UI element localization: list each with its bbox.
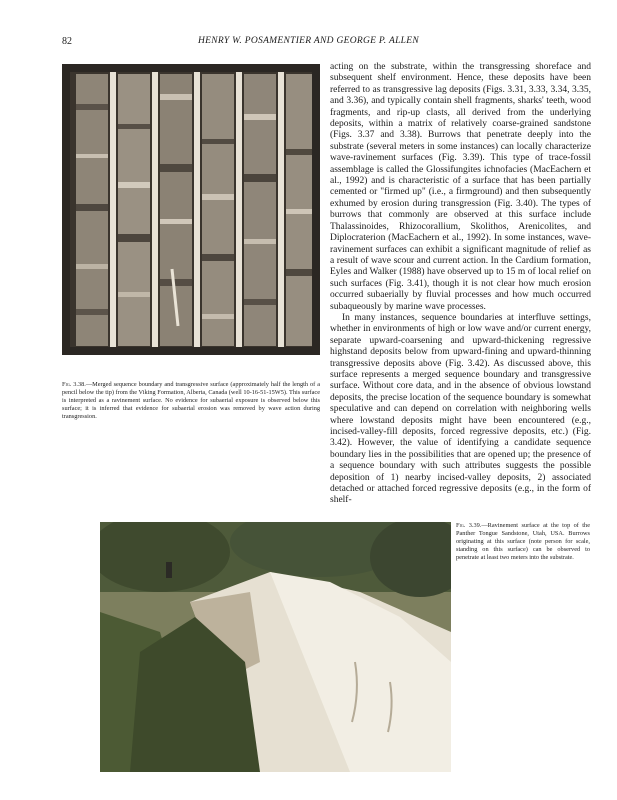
figure-3-38-caption bbox=[62, 381, 320, 421]
outcrop-photograph bbox=[100, 522, 451, 772]
figure-3-39-caption bbox=[456, 522, 590, 562]
figure-3-38-label: Fig. 3.38. bbox=[62, 381, 86, 388]
figure-3-39-text: —Ravinement surface at the top of the Panther Tongue Sandstone, Utah, USA. Burrows originating at this surface (note person for scale, standing on this surface) can be observed to penetrate at least two meters into the substrate. bbox=[456, 522, 590, 562]
person-for-scale bbox=[166, 562, 172, 578]
body-paragraph-1: acting on the substrate, within the transgressing shoreface and subsequent shelf environment. Hence, these deposits have been referred to as transgressive lag deposits (Figs. 3.31, 3.33, 3.34, 3.35, and 3.36), and typically contain shell fragments, sharks' teeth, wood fragments, and rip-up clasts, all derived from the underlying deposits, within a matrix of relatively coarse-grained sandstone (Figs. 3.37 and 3.38). Burrows that penetrate deeply into the substrate (several meters in some instances) can locally characterize wave-ravinement surfaces (Fig. 3.39). This type of trace-fossil assemblage is called the Glossifungites ichnofacies (MacEachern et al., 1992) and is characteristic of a surface that has been partially cemented or "firmed up" (i.e., a firmground) and then subsequently exhumed by erosion during transgression (Fig. 3.40). The types of burrows that commonly are observed at this surface include Thalassinoides, Rhizocorallium, Skolithos, Arenicolites, and Diplocraterion (MacEachern et al., 1992). In some instances, wave-ravinement surfaces can exhibit a significant magnitude of relief as a result of wave scour and current action. In the Cardium formation, Eyles and Walker (1988) have observed up to 15 m of local relief on such surfaces (Fig. 3.41), though it is not clear how much erosion occurred subaerially by fluvial processes and how much occurred subaqueously by marine wave processes. bbox=[330, 62, 591, 312]
page-number: 82 bbox=[62, 36, 72, 47]
core-column-4 bbox=[202, 74, 234, 346]
body-paragraph-2: In many instances, sequence boundaries at interfluve settings, whether in environments of high or low wave and/or current energy, separate upward-coarsening and upward-thickening regressive highstand deposits below from upward-fining and upward-thinning transgressive deposits above (Fig. 3.42). As discussed above, this surface represents a merged sequence boundary and transgressive surface. Without core data, and in the absence of obvious lowstand deposits, the precise location of the sequence boundary is somewhat speculative and can depend on correlation with neighboring wells where lowstand deposits might have been encountered (e.g., incised-valley-fill deposits, forced regressive deposits, etc.) (Fig. 3.42). However, the value of identifying a candidate sequence boundary lies in the possibilities that are opened up; the presence of a sequence boundary with such attributes suggests the possible deposition of 1) nearby incised-valley deposits, 2) associated detached or attached forced regressive deposits (e.g., in the form of shelf- bbox=[330, 312, 591, 506]
core-column-2 bbox=[118, 74, 150, 346]
figure-3-39-label: Fig. 3.39. bbox=[456, 522, 482, 529]
running-header-authors: HENRY W. POSAMENTIER AND GEORGE P. ALLEN bbox=[197, 36, 419, 46]
figure-3-38-text: —Merged sequence boundary and transgressive surface (approximately half the length of a pencil below the tip) from the Viking Formation, Alberta, Canada (well 10-16-51-15W5). This surface is interpreted as a ravinement surface. No evidence for subaerial exposure is observed below this surface; it is inferred that evidence for subaerial erosion was removed by wave action during transgression. bbox=[62, 381, 320, 421]
core-column-5 bbox=[244, 74, 276, 346]
core-column-1 bbox=[76, 74, 108, 346]
core-photograph bbox=[62, 64, 320, 355]
core-column-6 bbox=[286, 74, 312, 346]
body-text-column bbox=[330, 62, 591, 507]
